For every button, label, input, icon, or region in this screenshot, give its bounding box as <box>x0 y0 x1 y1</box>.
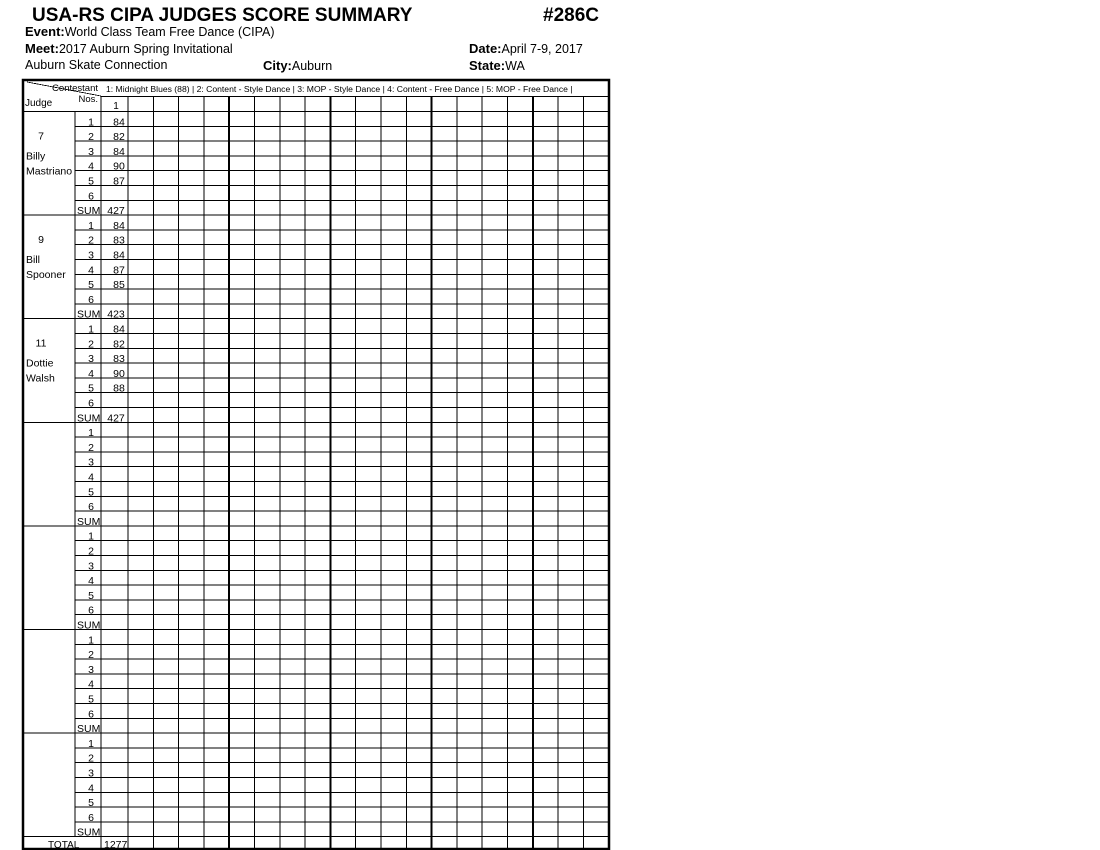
score-cell: 84 <box>113 219 125 232</box>
score-cell: 87 <box>113 264 125 277</box>
corner-contestant-label: Contestant <box>52 83 98 94</box>
judge-sum: 427 <box>107 412 125 425</box>
row-number: 5 <box>88 693 94 706</box>
page-title: USA-RS CIPA JUDGES SCORE SUMMARY <box>32 5 413 26</box>
event-label: Event: <box>25 24 65 39</box>
row-number: 4 <box>88 471 94 484</box>
date-value: April 7-9, 2017 <box>501 42 583 56</box>
grand-total: 1277 <box>104 839 128 850</box>
sum-label: SUM <box>77 515 101 528</box>
judge-first-name: Dottie <box>26 357 54 370</box>
score-cell: 84 <box>113 145 125 158</box>
row-number: 5 <box>88 797 94 810</box>
judge-first-name: Bill <box>26 254 41 267</box>
state-value: WA <box>505 59 525 73</box>
city-value: Auburn <box>291 59 333 73</box>
club-name: Auburn Skate Connection <box>25 58 168 72</box>
score-cell: 82 <box>113 338 125 351</box>
date-label: Date: <box>469 41 502 56</box>
score-cell: 87 <box>113 175 125 188</box>
form-number: #286C <box>543 5 599 26</box>
row-number: 1 <box>88 427 94 440</box>
score-cell: 85 <box>113 279 125 292</box>
row-number: 4 <box>88 782 94 795</box>
score-cell: 90 <box>113 160 125 173</box>
row-number: 1 <box>88 634 94 647</box>
judge-last-name: Spooner <box>26 269 66 282</box>
judge-number: 7 <box>38 130 44 143</box>
judge-first-name: Billy <box>26 150 46 163</box>
row-number: 6 <box>88 708 94 721</box>
row-number: 5 <box>88 486 94 499</box>
score-cell: 83 <box>113 234 125 247</box>
row-number: 2 <box>88 131 94 144</box>
event-value: World Class Team Free Dance (CIPA) <box>64 25 275 39</box>
score-cell: 84 <box>113 116 125 129</box>
row-number: 2 <box>88 441 94 454</box>
contestant-header: 1: Midnight Blues (88) | 2: Content - Style Dance | 3: MOP - Style Dance | 4: Content - Free Dance | 5: MOP - Free Dance | <box>106 84 573 94</box>
row-number: 3 <box>88 767 94 780</box>
row-number: 6 <box>88 604 94 617</box>
row-number: 6 <box>88 397 94 410</box>
row-number: 1 <box>88 323 94 336</box>
row-number: 6 <box>88 190 94 203</box>
row-number: 3 <box>88 456 94 469</box>
row-number: 5 <box>88 589 94 602</box>
row-number: 2 <box>88 338 94 351</box>
score-cell: 90 <box>113 367 125 380</box>
row-number: 4 <box>88 160 94 173</box>
sum-label: SUM <box>77 308 101 321</box>
row-number: 4 <box>88 678 94 691</box>
row-number: 2 <box>88 752 94 765</box>
sum-label: SUM <box>77 723 101 736</box>
judge-sum: 427 <box>107 205 125 218</box>
row-number: 2 <box>88 545 94 558</box>
total-label: TOTAL <box>48 840 80 850</box>
judge-number: 9 <box>38 234 44 247</box>
score-cell: 84 <box>113 249 125 262</box>
row-number: 2 <box>88 234 94 247</box>
row-number: 4 <box>88 367 94 380</box>
row-number: 5 <box>88 279 94 292</box>
row-number: 4 <box>88 264 94 277</box>
sum-label: SUM <box>77 205 101 218</box>
judge-last-name: Mastriano <box>26 165 73 178</box>
first-contestant-number: 1 <box>113 101 119 112</box>
judge-last-name: Walsh <box>26 372 55 385</box>
row-number: 3 <box>88 353 94 366</box>
table-border <box>23 80 609 849</box>
corner-nos-label: Nos. <box>78 94 98 105</box>
sum-label: SUM <box>77 826 101 839</box>
row-number: 5 <box>88 382 94 395</box>
row-number: 1 <box>88 116 94 129</box>
sum-label: SUM <box>77 412 101 425</box>
row-number: 3 <box>88 560 94 573</box>
state-label: State: <box>469 58 506 73</box>
row-number: 3 <box>88 663 94 676</box>
row-number: 3 <box>88 145 94 158</box>
corner-judge-label: Judge <box>25 98 53 109</box>
row-number: 6 <box>88 501 94 514</box>
score-cell: 82 <box>113 131 125 144</box>
score-cell: 88 <box>113 382 125 395</box>
row-number: 6 <box>88 811 94 824</box>
score-cell: 83 <box>113 353 125 366</box>
judge-sum: 423 <box>107 308 125 321</box>
city-label: City: <box>263 58 292 73</box>
judge-number: 11 <box>35 337 47 350</box>
row-number: 5 <box>88 175 94 188</box>
row-number: 6 <box>88 293 94 306</box>
row-number: 3 <box>88 249 94 262</box>
sum-label: SUM <box>77 619 101 632</box>
meet-value: 2017 Auburn Spring Invitational <box>58 42 233 56</box>
row-number: 4 <box>88 575 94 588</box>
row-number: 1 <box>88 737 94 750</box>
row-number: 1 <box>88 219 94 232</box>
score-cell: 84 <box>113 323 125 336</box>
row-number: 1 <box>88 530 94 543</box>
meet-label: Meet: <box>25 41 59 56</box>
row-number: 2 <box>88 649 94 662</box>
